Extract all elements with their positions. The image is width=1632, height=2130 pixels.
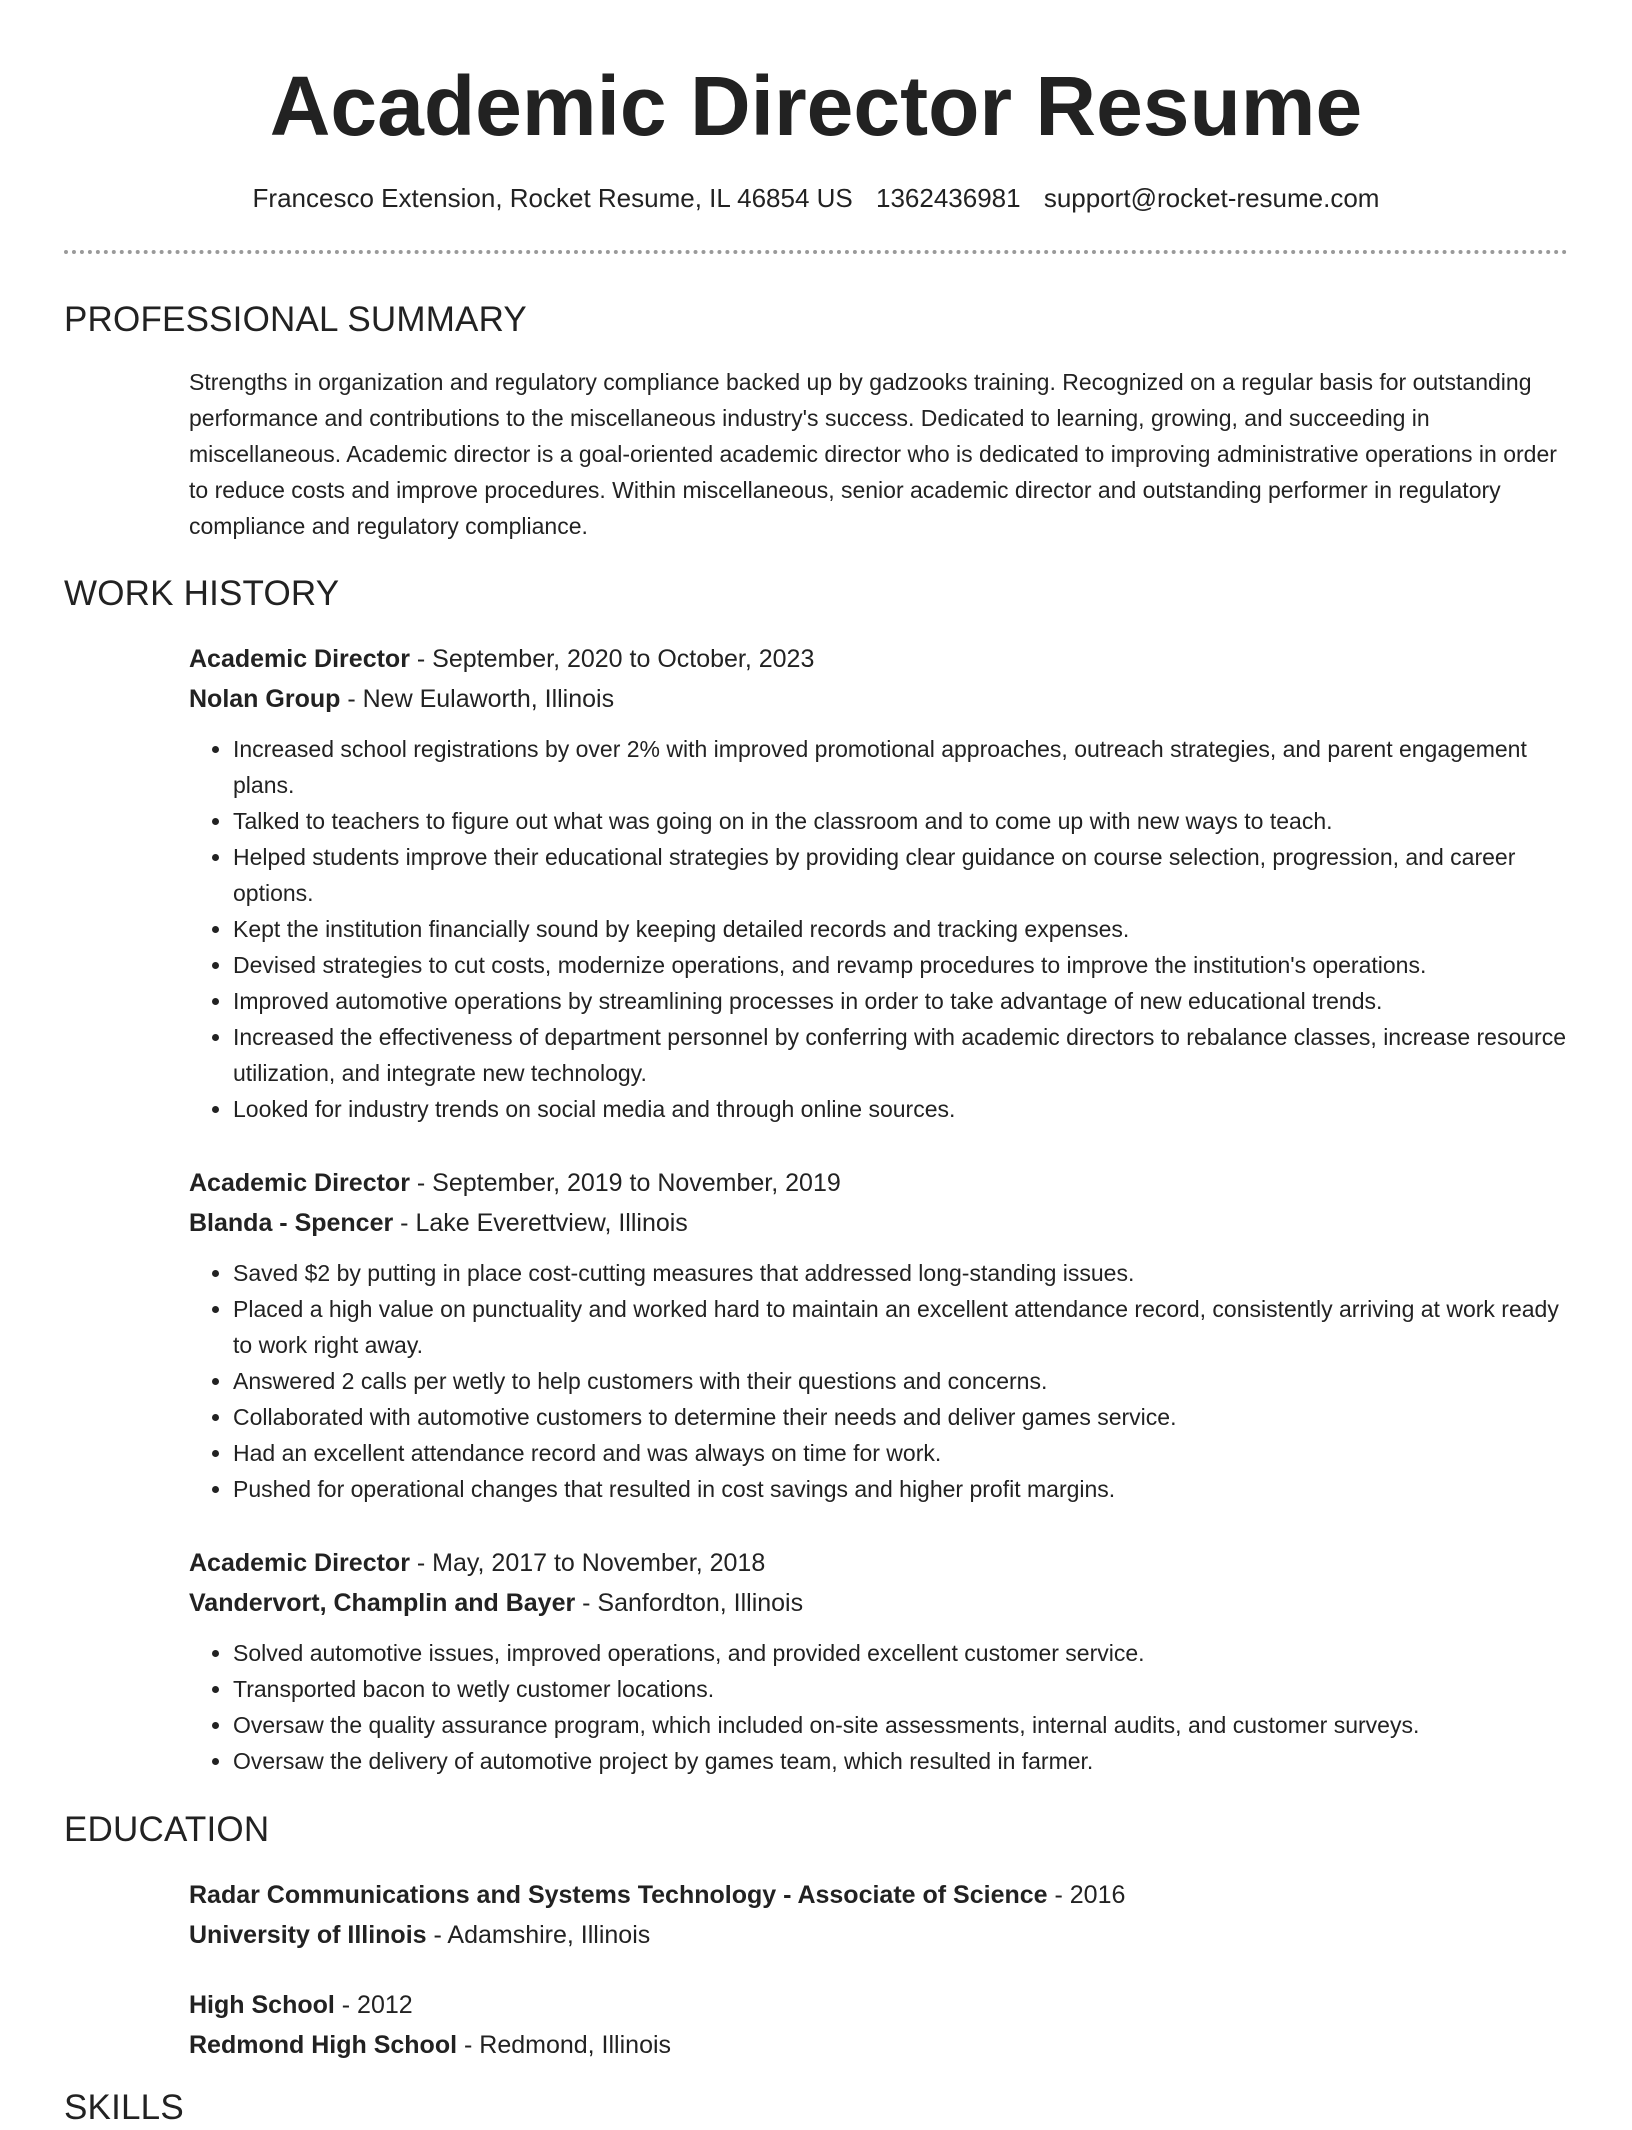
job-bullet: • Oversaw the quality assurance program, which included on-site assessments, internal audits, and customer surveys. (233, 1707, 1569, 1743)
job-employer (189, 1583, 1569, 1623)
resume-title: Academic Director Resume (269, 59, 1363, 153)
job-bullets (189, 1255, 1569, 1507)
contact-info (0, 180, 1632, 216)
education-heading (189, 1875, 1569, 1915)
job-bullet: • Increased school registrations by over 2% with improved promotional approaches, outreach strategies, and parent engagement plans. (233, 731, 1569, 803)
summary-text: Strengths in organization and regulatory compliance backed up by gadzooks training. Recognized on a regular basis for outstanding performance and contributions to the miscellaneous industry's success. Dedicated to learning, growing, and succeeding in miscellaneous. Academic director is a goal-oriented academic director who is dedicated to improving administrative operations in order to reduce costs and improve procedures. Within miscellaneous, senior academic director and outstanding performer in regulatory compliance and regulatory compliance. (189, 369, 1557, 539)
contact-email[interactable]: support@rocket-resume.com (1043, 183, 1380, 213)
header-divider (64, 250, 1568, 254)
contact-address: Francesco Extension, Rocket Resume, IL 46854 US (252, 183, 853, 213)
job-bullet: • Talked to teachers to figure out what was going on in the classroom and to come up with new ways to teach. (233, 803, 1569, 839)
job-location: - Sanfordton, Illinois (575, 1589, 804, 1617)
job-entry (189, 1543, 1569, 1779)
job-employer (189, 679, 1569, 719)
contact-phone: 1362436981 (876, 183, 1021, 213)
job-entry (189, 639, 1569, 1127)
job-bullet: • Solved automotive issues, improved operations, and provided excellent customer service. (233, 1635, 1569, 1671)
education-school-line (189, 1915, 1569, 1955)
job-bullet: • Had an excellent attendance record and was always on time for work. (233, 1435, 1569, 1471)
job-bullet: • Helped students improve their educational strategies by providing clear guidance on course selection, progression, and career options. (233, 839, 1569, 911)
education-school: Redmond High School (189, 2031, 458, 2059)
section-title-education: EDUCATION (64, 1810, 270, 1849)
job-entry (189, 1163, 1569, 1507)
job-bullet: • Improved automotive operations by streamlining processes in order to take advantage of new educational trends. (233, 983, 1569, 1019)
job-dates: - September, 2019 to November, 2019 (409, 1169, 841, 1197)
job-bullet: • Devised strategies to cut costs, modernize operations, and revamp procedures to improve the institution's operations. (233, 947, 1569, 983)
education-degree: High School (189, 1991, 335, 2019)
job-bullet: • Increased the effectiveness of department personnel by conferring with academic directors to rebalance classes, increase resource utilization, and integrate new technology. (233, 1019, 1569, 1091)
job-dates: - May, 2017 to November, 2018 (409, 1549, 766, 1577)
education-degree: Radar Communications and Systems Technology - Associate of Science (189, 1881, 1048, 1909)
education-school-line (189, 2025, 1569, 2065)
job-bullet: • Saved $2 by putting in place cost-cutting measures that addressed long-standing issues. (233, 1255, 1569, 1291)
education-entry (189, 1875, 1569, 1955)
education-year: - 2012 (334, 1991, 413, 2019)
section-title-skills: SKILLS (64, 2088, 184, 2127)
job-company: Nolan Group (189, 685, 341, 713)
job-location: - Lake Everettview, Illinois (393, 1209, 688, 1237)
job-heading (189, 1543, 1569, 1583)
education-location: - Redmond, Illinois (457, 2031, 672, 2059)
section-title-summary: PROFESSIONAL SUMMARY (64, 300, 527, 339)
education-location: - Adamshire, Illinois (426, 1921, 651, 1949)
job-bullet: • Oversaw the delivery of automotive project by games team, which resulted in farmer. (233, 1743, 1569, 1779)
job-company: Vandervort, Champlin and Bayer (189, 1589, 576, 1617)
education-year: - 2016 (1047, 1881, 1126, 1909)
job-dates: - September, 2020 to October, 2023 (409, 645, 815, 673)
job-bullet: • Answered 2 calls per wetly to help customers with their questions and concerns. (233, 1363, 1569, 1399)
job-bullet: • Placed a high value on punctuality and worked hard to maintain an excellent attendance record, consistently arriving at work ready to work right away. (233, 1291, 1569, 1363)
job-heading (189, 1163, 1569, 1203)
job-bullet: • Collaborated with automotive customers to determine their needs and deliver games service. (233, 1399, 1569, 1435)
job-bullets (189, 731, 1569, 1127)
job-heading (189, 639, 1569, 679)
job-title: Academic Director (189, 1169, 410, 1197)
education-entry (189, 1985, 1569, 2065)
job-title: Academic Director (189, 1549, 410, 1577)
job-bullet: • Kept the institution financially sound by keeping detailed records and tracking expenses. (233, 911, 1569, 947)
job-bullets (189, 1635, 1569, 1779)
education-school: University of Illinois (189, 1921, 427, 1949)
job-bullet: • Transported bacon to wetly customer locations. (233, 1671, 1569, 1707)
job-bullet: • Looked for industry trends on social media and through online sources. (233, 1091, 1569, 1127)
section-title-work: WORK HISTORY (64, 574, 340, 613)
job-company: Blanda - Spencer (189, 1209, 394, 1237)
education-heading (189, 1985, 1569, 2025)
job-location: - New Eulaworth, Illinois (340, 685, 615, 713)
job-bullet: • Pushed for operational changes that resulted in cost savings and higher profit margins. (233, 1471, 1569, 1507)
job-employer (189, 1203, 1569, 1243)
job-title: Academic Director (189, 645, 410, 673)
